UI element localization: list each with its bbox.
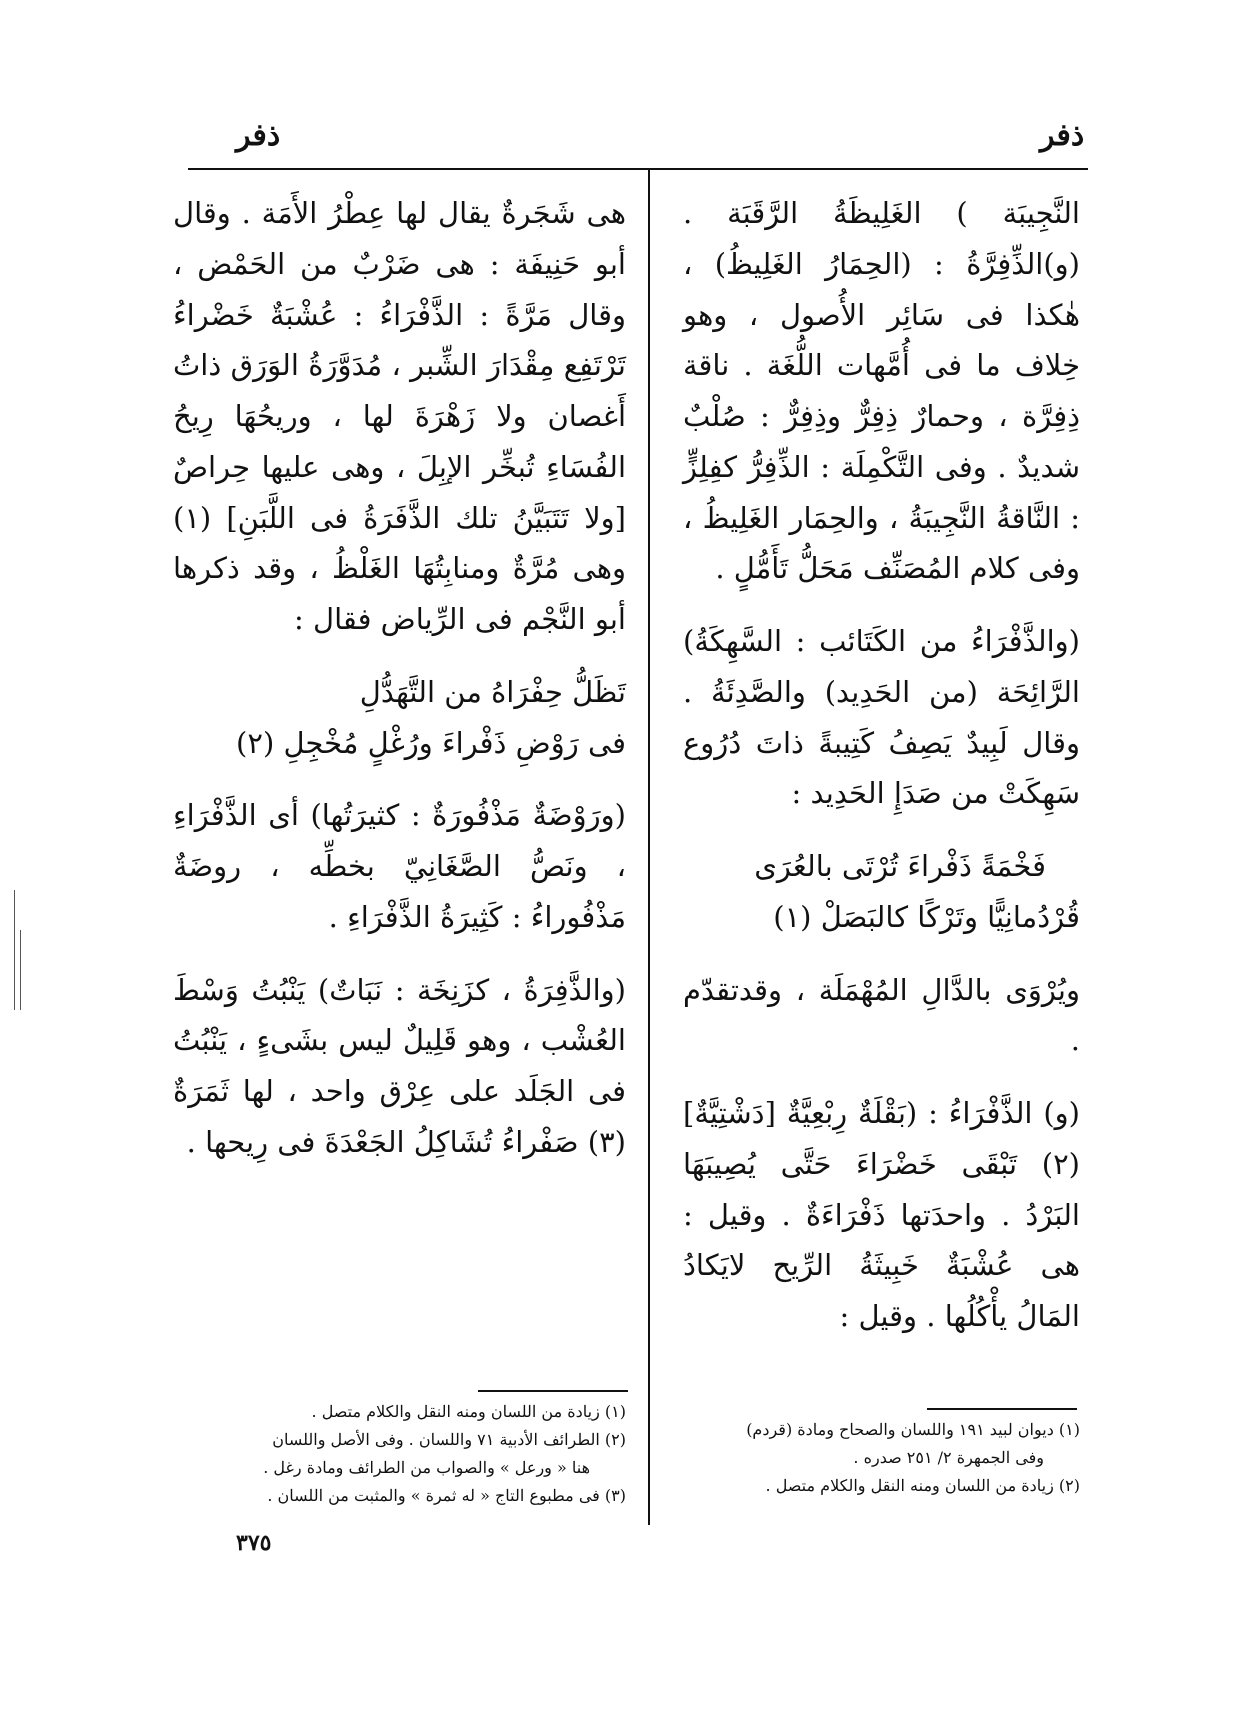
right-verse-line-2: قُرْدُمانِيًّا وتَرْكًا كالبَصَلْ (١) — [773, 899, 1080, 934]
right-paragraph-1: النَّجِيبَة ) الغَلِيظَةُ الرَّقَبَة . (و)الذِّفِرَّةُ : (الحِمَارُ الغَلِيظُ) ، هٰكذا فى سَائِر الأُصول ، وهو خِلاف ما فى أُمَّهات اللُّغَة . ناقة ذِفِرَّة ، وحمارٌ ذِفِرٌّ وذِفِرٌّ : صُلْبٌ شديدٌ . وفى التَّكْمِلَة : الذِّفِرُّ كفِلِزٍّ : النَّاقةُ النَّجِيبَةُ ، والحِمَار الغَلِيظُ ، وفى كلام المُصَنِّف مَحَلُّ تَأَمُّلٍ . — [683, 196, 1080, 586]
running-head-right: ذفر — [1040, 118, 1085, 153]
right-paragraph-4: (و) الذَّفْرَاءُ : (بَقْلَةٌ رِبْعِيَّةٌ [دَشْتِيَّةٌ] (٢) تَبْقَى خَضْرَاءَ حَتَّى يُصِيبَهَا البَرْدُ . واحدَتها ذَفْرَاءَةٌ . وقيل : هى عُشْبَةٌ خَبِيثَةُ الرِّيح لايَكادُ المَالُ يأْكُلُها . وقيل : — [683, 1096, 1080, 1333]
running-head-left: ذفر — [236, 118, 281, 153]
left-footnote-3: (٣) فى مطبوع التاج « له ثمرة » والمثبت من اللسان . — [267, 1486, 626, 1505]
left-footnote-1: (١) زيادة من اللسان ومنه النقل والكلام متصل . — [311, 1402, 626, 1421]
left-verse-line-2: فى رَوْضِ ذَفْراءَ ورُغْلٍ مُخْجِلِ (٢) — [236, 725, 626, 760]
column-divider — [648, 170, 650, 1525]
left-verse-line-1: تَظَلُّ حِفْرَاهُ من التَّهَدُّلِ — [359, 674, 626, 709]
left-footnotes — [173, 1398, 626, 1510]
left-footnote-rule — [478, 1390, 628, 1392]
left-footnote-2: (٢) الطرائف الأدبية ٧١ واللسان . وفى الأصل واللسان — [272, 1430, 626, 1449]
right-footnotes — [683, 1416, 1080, 1500]
right-footnote-2: (٢) زيادة من اللسان ومنه النقل والكلام متصل . — [765, 1476, 1080, 1495]
right-verse — [683, 841, 1080, 943]
scan-artifact-line — [14, 890, 15, 1010]
page-number: ٣٧٥ — [236, 1530, 272, 1556]
scan-artifact-line — [20, 930, 21, 1010]
left-paragraph-2: (ورَوْضَةٌ مَذْفُورَةٌ : كثيرَتُها) أى الذَّفْرَاءِ ، ونَصُّ الصَّغَانِيّ بخطِّه ، روضَةٌ مَذْفُوراءُ : كَثِيرَةُ الذَّفْرَاءِ . — [173, 798, 626, 934]
right-footnote-rule — [927, 1408, 1077, 1410]
right-footnote-1-continued: وفى الجمهرة ٢/ ٢٥١ صدره . — [853, 1448, 1044, 1467]
left-paragraph-3: (والذَّفِرَةُ ، كزَنِخَة : نَبَاتٌ) يَنْبُتُ وَسْطَ العُشْب ، وهو قَلِيلٌ ليس بشَىءٍ ، يَنْبُتُ فى الجَلَد على عِرْق واحد ، لها ثَمَرَةٌ (٣) صَفْراءُ تُشَاكِلُ الجَعْدَةَ فى رِيحها . — [173, 972, 626, 1159]
header-rule — [188, 168, 1088, 170]
right-paragraph-2: (والذَّفْرَاءُ من الكَتَائب : السَّهِكَةُ) الرَّائِحَة (من الحَدِيد) والصَّدِئَةُ . وقال لَبِيدٌ يَصِفُ كَتِيبةً ذاتَ دُرُوع سَهِكَتْ من صَدَإِ الحَدِيد : — [683, 624, 1080, 811]
left-paragraph-1: هى شَجَرةٌ يقال لها عِطْرُ الأَمَة . وقال أبو حَنِيفَة : هى ضَرْبٌ من الحَمْض ، وقال مَرَّةً : الذَّفْرَاءُ : عُشْبَةٌ خَضْراءُ تَرْتَفِع مِقْدَارَ الشِّبر ، مُدَوَّرَةُ الوَرَق ذاتُ أَغصان ولا زَهْرَةَ لها ، وريحُهَا رِيحُ الفُسَاءِ تُبخِّر الإبِلَ ، وهى عليها حِراصٌ [ولا تَتَبَيَّنُ تلك الذَّفَرَةُ فى اللَّبَنِ] (١) وهى مُرَّةٌ ومنابِتُهَا الغَلْظُ ، وقد ذكرها أبو النَّجْم فى الرِّياض فقال : — [173, 196, 626, 636]
left-verse — [173, 667, 626, 769]
left-footnote-2-continued: هنا « ورعل » والصواب من الطرائف ومادة رغل . — [263, 1458, 590, 1477]
right-paragraph-3: ويُرْوَى بالدَّالِ المُهْمَلَة ، وقدتقدّم . — [683, 972, 1080, 1058]
left-column — [173, 188, 626, 1190]
right-footnote-1: (١) ديوان لبيد ١٩١ واللسان والصحاح ومادة (قردم) — [746, 1420, 1080, 1439]
right-verse-line-1: فَخْمَةً ذَفْراءَ تُرْتَى بالعُرَى — [754, 849, 1046, 883]
right-column — [683, 188, 1080, 1364]
